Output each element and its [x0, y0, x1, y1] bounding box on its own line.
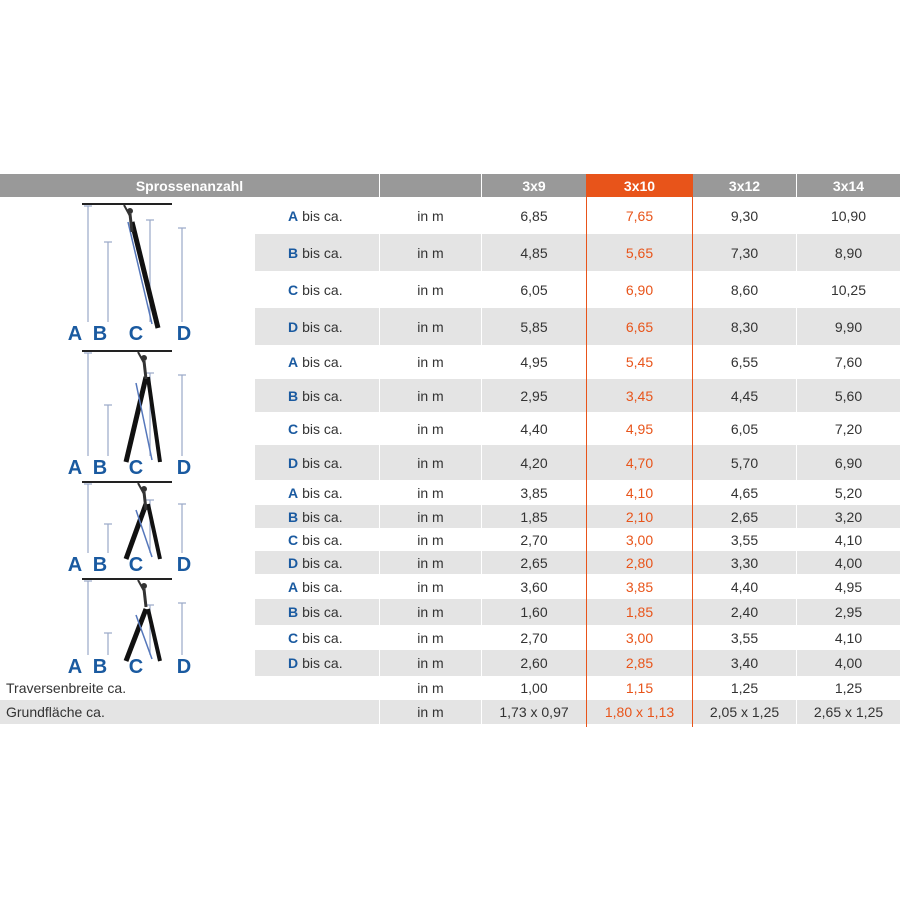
value-cell: 5,70 [730, 454, 759, 471]
value-cell: 1,00 [520, 680, 548, 696]
unit-cell: in m [417, 604, 444, 620]
column-divider [481, 174, 482, 727]
header-col-3x9: 3x9 [482, 174, 586, 197]
value-cell: 9,90 [834, 318, 863, 335]
dimension-letter: A [288, 354, 299, 370]
value-cell: 1,85 [625, 604, 654, 620]
person-body [130, 214, 132, 232]
row-label: Traversenbreite ca. [6, 680, 127, 696]
header-col-3x12: 3x12 [693, 174, 796, 197]
unit-cell: in m [417, 484, 444, 501]
value-cell: 4,40 [520, 420, 548, 437]
person-body [144, 492, 146, 510]
value-cell: 4,85 [520, 244, 548, 261]
value-cell: 2,70 [520, 629, 548, 646]
unit-cell: in m [417, 578, 444, 595]
unit-cell: in m [417, 704, 444, 720]
ladder-rail [132, 222, 158, 328]
value-cell: 5,45 [625, 354, 654, 370]
unit-cell: in m [417, 420, 444, 437]
bis-ca-text: bis ca. [302, 655, 343, 671]
highlight-border-left [586, 174, 587, 727]
spec-table [0, 174, 900, 727]
value-cell: 4,95 [520, 354, 548, 370]
diagram-letter-c: C [128, 323, 144, 342]
value-cell: 2,65 [730, 508, 759, 525]
value-cell: 7,30 [730, 244, 759, 261]
value-cell: 1,60 [520, 604, 548, 620]
value-cell: 8,30 [730, 318, 759, 335]
value-cell: 2,70 [520, 531, 548, 548]
value-cell: 2,65 x 1,25 [813, 704, 884, 720]
diagram-letter-b: B [92, 457, 108, 476]
dimension-letter: C [288, 629, 299, 646]
unit-cell: in m [417, 387, 444, 404]
diagram-letter-d: D [176, 457, 192, 476]
value-cell: 3,55 [730, 531, 759, 548]
unit-cell: in m [417, 508, 444, 525]
value-cell: 5,60 [834, 387, 863, 404]
header-unit-spacer [380, 174, 481, 197]
row-label [255, 445, 379, 480]
row-label [255, 528, 379, 551]
header-col-3x14: 3x14 [797, 174, 900, 197]
value-cell: 2,60 [520, 655, 548, 671]
value-cell: 3,00 [625, 531, 654, 548]
value-cell: 4,10 [834, 531, 863, 548]
unit-cell: in m [417, 318, 444, 335]
dimension-letter: D [288, 554, 299, 571]
row-label [255, 574, 379, 599]
row-label [255, 650, 379, 676]
dimension-letter: C [288, 281, 299, 298]
ladder-diagram-stehleiter-aufgesetzt [60, 349, 200, 476]
ladder-diagram-anlegeleiter [60, 202, 200, 342]
bis-ca-text: bis ca. [302, 454, 343, 471]
row-label: Grundfläche ca. [6, 704, 105, 720]
unit-cell: in m [417, 354, 444, 370]
value-cell: 1,80 x 1,13 [604, 704, 675, 720]
diagram-letter-a: A [67, 457, 83, 476]
column-divider [796, 174, 797, 727]
row-label [255, 308, 379, 345]
diagram-letter-d: D [176, 554, 192, 573]
diagram-letter-a: A [67, 656, 83, 675]
value-cell: 10,25 [830, 281, 867, 298]
dimension-letter: C [288, 420, 299, 437]
diagram-letter-d: D [176, 656, 192, 675]
value-cell: 1,85 [520, 508, 548, 525]
value-cell: 3,30 [730, 554, 759, 571]
diagram-letter-b: B [92, 554, 108, 573]
value-cell: 2,10 [625, 508, 654, 525]
column-divider [379, 174, 380, 727]
dimension-letter: C [288, 531, 299, 548]
header-col-3x10: 3x10 [587, 174, 692, 197]
unit-cell: in m [417, 629, 444, 646]
value-cell: 1,25 [730, 680, 759, 696]
value-cell: 3,20 [834, 508, 863, 525]
bis-ca-text: bis ca. [302, 578, 343, 595]
value-cell: 3,45 [625, 387, 654, 404]
dimension-letter: D [288, 655, 299, 671]
value-cell: 6,65 [625, 318, 654, 335]
value-cell: 3,60 [520, 578, 548, 595]
value-cell: 6,90 [834, 454, 863, 471]
unit-cell: in m [417, 655, 444, 671]
dimension-letter: A [288, 207, 299, 224]
value-cell: 4,00 [834, 554, 863, 571]
bis-ca-text: bis ca. [302, 508, 343, 525]
value-cell: 8,60 [730, 281, 759, 298]
row-label [255, 412, 379, 445]
person-body [144, 589, 146, 607]
value-cell: 6,55 [730, 354, 759, 370]
row-label [255, 197, 379, 234]
value-cell: 2,40 [730, 604, 759, 620]
bis-ca-text: bis ca. [302, 207, 343, 224]
diagram-letter-c: C [128, 656, 144, 675]
value-cell: 4,00 [834, 655, 863, 671]
unit-cell: in m [417, 281, 444, 298]
bis-ca-text: bis ca. [302, 484, 343, 501]
value-cell: 4,70 [625, 454, 654, 471]
value-cell: 4,10 [834, 629, 863, 646]
value-cell: 2,95 [520, 387, 548, 404]
dimension-letter: B [288, 387, 299, 404]
value-cell: 6,85 [520, 207, 548, 224]
diagram-letter-a: A [67, 323, 83, 342]
row-label [255, 551, 379, 574]
value-cell: 1,73 x 0,97 [499, 704, 569, 720]
value-cell: 1,25 [834, 680, 863, 696]
diagram-letter-c: C [128, 554, 144, 573]
value-cell: 5,65 [625, 244, 654, 261]
bis-ca-text: bis ca. [302, 244, 343, 261]
unit-cell: in m [417, 531, 444, 548]
bis-ca-text: bis ca. [302, 354, 343, 370]
row-label [255, 234, 379, 271]
value-cell: 3,40 [730, 655, 759, 671]
value-cell: 6,05 [730, 420, 759, 437]
unit-cell: in m [417, 244, 444, 261]
value-cell: 4,95 [625, 420, 654, 437]
value-cell: 5,20 [834, 484, 863, 501]
unit-cell: in m [417, 454, 444, 471]
value-cell: 4,10 [625, 484, 654, 501]
value-cell: 7,65 [625, 207, 654, 224]
value-cell: 1,15 [625, 680, 654, 696]
value-cell: 3,00 [625, 629, 654, 646]
value-cell: 4,20 [520, 454, 548, 471]
dimension-letter: A [288, 578, 299, 595]
ladder-rail-inner [128, 222, 152, 324]
diagram-letter-b: B [92, 656, 108, 675]
unit-cell: in m [417, 680, 444, 696]
value-cell: 2,05 x 1,25 [709, 704, 780, 720]
value-cell: 5,85 [520, 318, 548, 335]
bis-ca-text: bis ca. [302, 281, 343, 298]
value-cell: 2,65 [520, 554, 548, 571]
value-cell: 4,45 [730, 387, 759, 404]
bis-ca-text: bis ca. [302, 531, 343, 548]
value-cell: 10,90 [830, 207, 867, 224]
dimension-letter: B [288, 508, 299, 525]
row-label [255, 505, 379, 528]
value-cell: 3,85 [625, 578, 654, 595]
dimension-letter: B [288, 604, 299, 620]
value-cell: 6,05 [520, 281, 548, 298]
dimension-letter: B [288, 244, 299, 261]
value-cell: 8,90 [834, 244, 863, 261]
bis-ca-text: bis ca. [302, 387, 343, 404]
unit-cell: in m [417, 207, 444, 224]
diagram-letter-d: D [176, 323, 192, 342]
row-label [255, 271, 379, 308]
diagram-letter-b: B [92, 323, 108, 342]
value-cell: 7,20 [834, 420, 863, 437]
dimension-letter: D [288, 454, 299, 471]
dimension-letter: A [288, 484, 299, 501]
diagram-letter-c: C [128, 457, 144, 476]
row-label [255, 345, 379, 379]
diagram-letter-a: A [67, 554, 83, 573]
bis-ca-text: bis ca. [302, 604, 343, 620]
row-label [255, 379, 379, 412]
value-cell: 2,95 [834, 604, 863, 620]
unit-cell: in m [417, 554, 444, 571]
bis-ca-text: bis ca. [302, 318, 343, 335]
value-cell: 4,65 [730, 484, 759, 501]
value-cell: 2,85 [625, 655, 654, 671]
row-label [255, 480, 379, 505]
ladder-diagram-stehleiter-treppe [60, 577, 200, 675]
bis-ca-text: bis ca. [302, 420, 343, 437]
value-cell: 2,80 [625, 554, 654, 571]
value-cell: 4,95 [834, 578, 863, 595]
highlight-border-right [692, 174, 693, 727]
value-cell: 3,55 [730, 629, 759, 646]
value-cell: 6,90 [625, 281, 654, 298]
value-cell: 7,60 [834, 354, 863, 370]
bis-ca-text: bis ca. [302, 629, 343, 646]
header-title: Sprossenanzahl [0, 174, 379, 197]
dimension-letter: D [288, 318, 299, 335]
value-cell: 9,30 [730, 207, 759, 224]
value-cell: 4,40 [730, 578, 759, 595]
value-cell: 3,85 [520, 484, 548, 501]
bis-ca-text: bis ca. [302, 554, 343, 571]
row-label [255, 599, 379, 625]
person-body [144, 361, 146, 379]
ladder-diagram-stehleiter [60, 480, 200, 573]
row-label [255, 625, 379, 650]
